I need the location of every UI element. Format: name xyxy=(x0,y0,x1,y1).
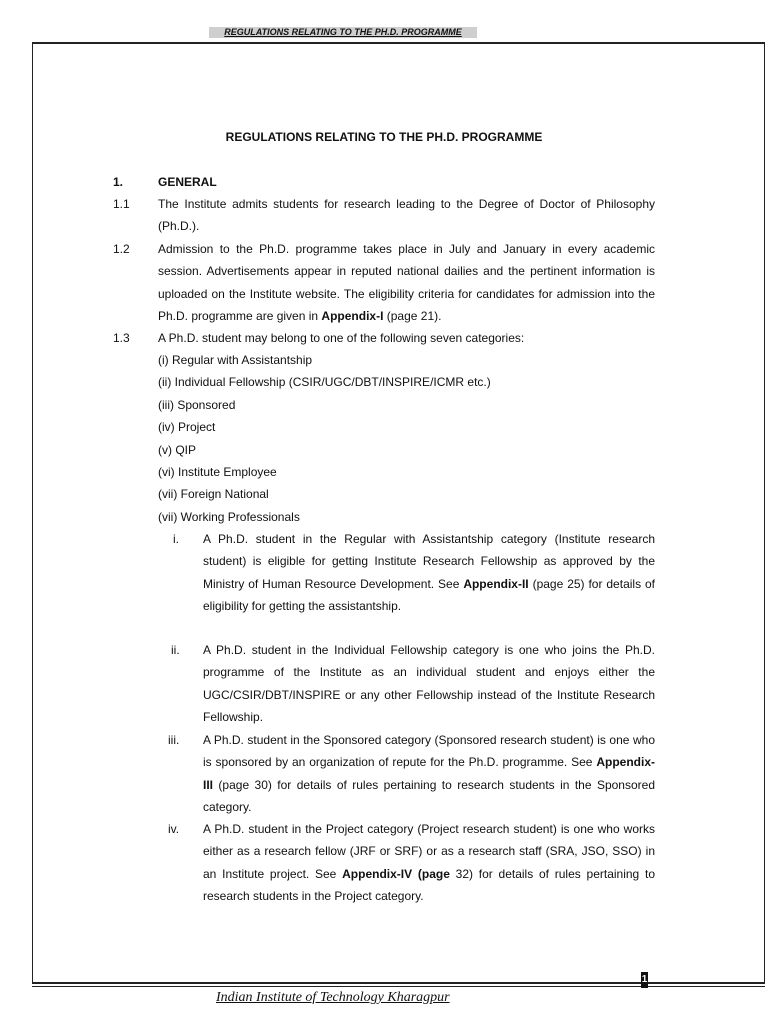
list-item: (v) QIP xyxy=(158,442,196,457)
clause-number-1-3: 1.3 xyxy=(113,331,130,345)
clause-1-2-text: Admission to the Ph.D. programme takes place in July and January in every academic session. Advertisements appear in reputed national dailies and the pertinent information is uploaded on the Institute website. The eligibility criteria for candidates for admission into the Ph.D. programme are given in Appendix-I (page 21). xyxy=(158,242,655,324)
item-iv-text: A Ph.D. student in the Project category (Project research student) is one who works either as a research fellow (JRF or SRF) or as a research staff (SRA, JSO, SSO) in an Institute project. See Appendix-IV (page 32) for details of rules pertaining to research students in the Project category. xyxy=(203,822,655,904)
list-item: (iii) Sponsored xyxy=(158,397,236,412)
list-item: (i) Regular with Assistantship xyxy=(158,353,313,367)
list-item: (vii) Working Professionals xyxy=(158,509,300,524)
running-header: REGULATIONS RELATING TO THE PH.D. PROGRAMME xyxy=(209,27,477,38)
item-marker-iii: iii. xyxy=(168,733,180,747)
appendix-ii-ref: Appendix-II xyxy=(463,576,529,591)
item-iii-text: A Ph.D. student in the Sponsored category (Sponsored research student) is one who is sponsored by an organization of repute for the Ph.D. programme. See Appendix-III (page 30) for details of rules pertaining to research students in the Sponsored category. xyxy=(203,733,655,815)
page-title: REGULATIONS RELATING TO THE PH.D. PROGRAMME xyxy=(225,130,543,144)
clause-1-3-text: A Ph.D. student may belong to one of the following seven categories: xyxy=(158,331,525,345)
item-marker-iv: iv. xyxy=(168,822,180,836)
list-item: (iv) Project xyxy=(158,420,216,435)
section-number: 1. xyxy=(113,175,124,189)
list-item: (ii) Individual Fellowship (CSIR/UGC/DBT/INSPIRE/ICMR etc.) xyxy=(158,375,491,390)
footer-institute: Indian Institute of Technology Kharagpur xyxy=(216,990,450,1005)
footer-rule xyxy=(32,982,765,984)
clause-number-1-2: 1.2 xyxy=(113,242,130,256)
footer-rule-thin xyxy=(32,986,765,987)
appendix-iv-ref: Appendix-IV (page xyxy=(342,866,450,881)
item-marker-i: i. xyxy=(173,532,179,546)
list-item: (vi) Institute Employee xyxy=(158,465,277,480)
page-number: 1 xyxy=(641,972,648,988)
clause-1-1-text: The Institute admits students for research leading to the Degree of Doctor of Philosophy (Ph.D.). xyxy=(158,197,655,234)
list-item: (vii) Foreign National xyxy=(158,487,269,502)
appendix-iii-ref: Appendix-III xyxy=(203,755,655,792)
item-i-text: A Ph.D. student in the Regular with Assistantship category (Institute research student) is eligible for getting Institute Research Fellowship as approved by the Ministry of Human Resource Development. See Appendix-II (page 25) for details of eligibility for getting the assistantship. xyxy=(203,532,656,614)
section-heading: GENERAL xyxy=(158,175,217,189)
item-marker-ii: ii. xyxy=(171,643,180,657)
appendix-i-ref: Appendix-I xyxy=(321,309,384,324)
category-list xyxy=(158,349,655,528)
item-ii-text: A Ph.D. student in the Individual Fellowship category is one who joins the Ph.D. programme of the Institute as an individual student and enjoys either the UGC/CSIR/DBT/INSPIRE or any other Fellowship instead of the Institute Research Fellowship. xyxy=(203,643,655,725)
clause-number-1-1: 1.1 xyxy=(113,197,130,211)
